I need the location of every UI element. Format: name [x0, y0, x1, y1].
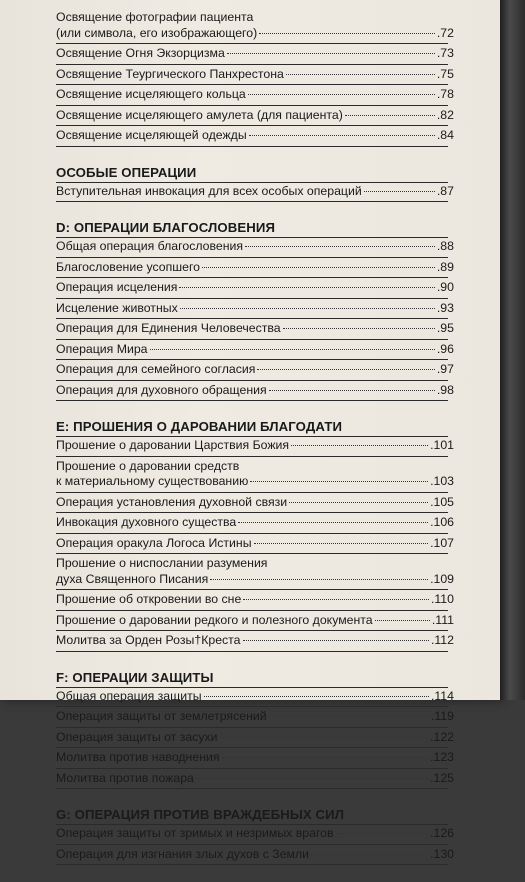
entry-rule [56, 553, 448, 554]
entry-row [56, 128, 454, 144]
toc-section [56, 418, 454, 652]
dot-leader [196, 778, 428, 779]
entry-rule [56, 105, 448, 106]
entry-row [56, 750, 454, 766]
dot-leader [204, 696, 429, 697]
toc-entry [56, 67, 454, 83]
entry-title: Прошение об откровении во сне [56, 592, 242, 606]
toc-entry [56, 592, 454, 608]
entry-row [56, 771, 454, 787]
entry-title: Благословение усопшего [56, 259, 201, 274]
entry-row [56, 87, 454, 103]
entry-title-line: Прошение о ниспослании разумения [56, 556, 268, 570]
page-number: .87 [436, 183, 454, 198]
entry-title: Молитва против пожара [56, 770, 194, 785]
entry-row [56, 383, 454, 399]
dot-leader [375, 620, 430, 621]
entry-row [56, 184, 454, 200]
entry-title: Вступительная инвокация для всех особых операций [56, 183, 362, 198]
toc-entry [56, 613, 454, 629]
toc-entry [56, 495, 454, 511]
heading-rule [56, 237, 448, 238]
dot-leader [291, 445, 428, 446]
toc-entry [56, 239, 454, 255]
page-number: .107 [430, 535, 454, 550]
toc-entry [56, 383, 454, 399]
toc-entry [56, 184, 454, 200]
toc-entry [56, 771, 454, 787]
entry-rule [56, 512, 448, 513]
entry-rule [56, 727, 448, 728]
entry-rule [56, 492, 448, 493]
dot-leader [227, 53, 435, 54]
toc-entry [56, 459, 454, 490]
entry-title: Молитва за Орден Розы†Креста [56, 633, 241, 647]
page-number: .78 [436, 87, 454, 101]
toc-entry [56, 826, 454, 842]
page-number: .72 [436, 25, 454, 40]
entry-title: (или символа, его изображающего) [56, 25, 258, 40]
entry-row [56, 362, 454, 378]
entry-rule [56, 298, 448, 299]
page-number: .98 [436, 382, 454, 397]
entry-title: Операция защиты от землетрясений [56, 709, 267, 723]
entry-title: Операция защиты от зримых и незримых врагов [56, 826, 334, 840]
entry-rule [56, 651, 448, 652]
entry-title: Прошение о даровании редкого и полезного документа [56, 612, 373, 627]
entry-row [56, 495, 454, 511]
heading-rule [56, 436, 448, 437]
entry-title-line: Освящение фотографии пациента [56, 10, 254, 24]
dot-leader [202, 267, 435, 268]
page-number: .114 [430, 688, 454, 703]
toc-entry [56, 362, 454, 378]
entry-rule [56, 339, 448, 340]
entry-rule [56, 318, 448, 319]
toc-section [56, 806, 454, 865]
book-spine-edge [500, 0, 525, 700]
entry-rule [56, 610, 448, 611]
entry-row [56, 536, 454, 552]
entry-rule [56, 706, 448, 707]
entry-row [56, 709, 454, 725]
entry-rule [56, 747, 448, 748]
entry-rule [56, 589, 448, 590]
entry-title: Операция установления духовной связи [56, 494, 288, 509]
dot-leader [289, 502, 428, 503]
toc-entry [56, 536, 454, 552]
entry-rule [56, 64, 448, 65]
dot-leader [150, 349, 435, 350]
toc-entry [56, 301, 454, 317]
entry-title: Операция исцеления [56, 280, 178, 294]
table-of-contents [56, 10, 454, 882]
toc-section [56, 164, 454, 203]
section-heading: ОСОБЫЕ ОПЕРАЦИИ [56, 164, 197, 180]
toc-entry [56, 108, 454, 124]
dot-leader [179, 287, 434, 288]
entry-title: Операция для изгнания злых духов с Земли [56, 846, 310, 861]
entry-title-line: Прошение о даровании средств [56, 458, 240, 473]
entry-rule [56, 533, 448, 534]
dot-leader [249, 135, 435, 136]
entry-row [56, 730, 454, 746]
toc-entry [56, 556, 454, 587]
entry-title: Операция для Единения Человечества [56, 321, 281, 335]
entry-title: Освящение Огня Экзорцизма [56, 46, 225, 60]
entry-row [56, 438, 454, 454]
toc-entry [56, 689, 454, 705]
entry-title: Операция Мира [56, 341, 148, 356]
toc-section [56, 10, 454, 147]
dot-leader [269, 716, 429, 717]
entry-title: духа Священного Писания [56, 571, 209, 586]
entry-row [56, 26, 454, 42]
page-number: .95 [436, 321, 454, 335]
toc-entry [56, 515, 454, 531]
dot-leader [245, 246, 435, 247]
page-number: .110 [430, 592, 454, 606]
heading-rule [56, 824, 448, 825]
heading-rule [56, 182, 448, 183]
toc-entry [56, 10, 454, 41]
dot-leader [269, 390, 435, 391]
page-number: .103 [430, 474, 454, 488]
entry-title: Общая операция защиты [56, 688, 202, 703]
dot-leader [345, 115, 435, 116]
page-number: .123 [430, 750, 454, 764]
entry-row [56, 613, 454, 629]
entry-title: Освящение исцеляющего кольца [56, 87, 246, 101]
dot-leader [248, 94, 435, 95]
toc-entry [56, 128, 454, 144]
entry-title: Исцеление животных [56, 300, 178, 315]
page-number: .82 [436, 107, 454, 122]
entry-rule [56, 277, 448, 278]
page-number: .122 [430, 729, 454, 744]
entry-rule [56, 456, 448, 457]
entry-title: Прошение о даровании Царствия Божия [56, 438, 290, 452]
entry-rule [56, 359, 448, 360]
section-heading: D: ОПЕРАЦИИ БЛАГОСЛОВЕНИЯ [56, 220, 276, 235]
entry-rule [56, 788, 448, 789]
dot-leader [283, 328, 435, 329]
toc-entry [56, 321, 454, 337]
page-number: .75 [436, 66, 454, 81]
toc-entry [56, 750, 454, 766]
page-number: .96 [436, 341, 454, 356]
dot-leader [210, 579, 428, 580]
heading-rule [56, 687, 448, 688]
dot-leader [250, 481, 428, 482]
entry-title: Операция для духовного обращения [56, 382, 267, 397]
toc-entry [56, 847, 454, 863]
entry-row [56, 321, 454, 337]
entry-title: Операция для семейного согласия [56, 362, 256, 376]
dot-leader [286, 74, 435, 75]
page-number: .73 [436, 46, 454, 60]
entry-row [56, 592, 454, 608]
entry-row [56, 301, 454, 317]
entry-rule [56, 380, 448, 381]
entry-rule [56, 257, 448, 258]
entry-title: Освящение Теургического Панхрестона [56, 66, 284, 81]
page-number: .125 [430, 770, 454, 785]
dot-leader [259, 33, 435, 34]
entry-rule [56, 630, 448, 631]
entry-rule [56, 400, 448, 401]
entry-rule [56, 201, 448, 202]
entry-title: Молитва против наводнения [56, 750, 220, 764]
dot-leader [220, 737, 429, 738]
section-heading: E: ПРОШЕНИЯ О ДАРОВАНИИ БЛАГОДАТИ [56, 419, 343, 434]
entry-row [56, 260, 454, 276]
dot-leader [364, 191, 435, 192]
entry-rule [56, 43, 448, 44]
toc-entry [56, 260, 454, 276]
entry-row [56, 689, 454, 705]
entry-rule [56, 84, 448, 85]
dot-leader [257, 369, 434, 370]
entry-row [56, 67, 454, 83]
entry-row [56, 239, 454, 255]
entry-title: Операция оракула Логоса Истины [56, 535, 252, 550]
entry-row [56, 826, 454, 842]
page-number: .90 [436, 280, 454, 294]
entry-row [56, 342, 454, 358]
dot-leader [180, 308, 435, 309]
entry-row [56, 847, 454, 863]
entry-title: к материальному существованию [56, 474, 249, 488]
toc-section [56, 669, 454, 790]
dot-leader [254, 543, 429, 544]
toc-section [56, 219, 454, 401]
entry-rule [56, 864, 448, 865]
entry-title: Освящение исцеляющего амулета (для пациента) [56, 107, 343, 122]
page-number: .109 [430, 571, 454, 586]
page-number: .111 [431, 612, 454, 627]
dot-leader [336, 833, 429, 834]
dot-leader [243, 640, 429, 641]
page-number: .105 [430, 494, 454, 509]
entry-rule [56, 768, 448, 769]
dot-leader [243, 599, 429, 600]
page-number: .106 [430, 515, 454, 529]
page-number: .112 [430, 633, 454, 647]
section-heading: F: ОПЕРАЦИИ ЗАЩИТЫ [56, 669, 214, 685]
entry-row [56, 46, 454, 62]
page-number: .101 [430, 438, 454, 452]
dot-leader [311, 854, 428, 855]
page-number: .88 [436, 239, 454, 253]
page-number: .119 [430, 709, 454, 723]
entry-title: Общая операция благословения [56, 239, 244, 253]
entry-rule [56, 146, 448, 147]
entry-row [56, 108, 454, 124]
dot-leader [222, 757, 429, 758]
entry-row [56, 474, 454, 490]
page-number: .89 [436, 259, 454, 274]
toc-entry [56, 709, 454, 725]
dot-leader [238, 522, 428, 523]
page-number: .84 [436, 128, 454, 142]
page-number: .126 [430, 826, 454, 840]
page-number: .97 [436, 362, 454, 376]
entry-row [56, 572, 454, 588]
entry-row [56, 633, 454, 649]
entry-row [56, 515, 454, 531]
toc-entry [56, 633, 454, 649]
entry-title: Операция защиты от засухи [56, 729, 218, 744]
entry-title: Освящение исцеляющей одежды [56, 128, 247, 142]
toc-entry [56, 438, 454, 454]
entry-rule [56, 125, 448, 126]
entry-rule [56, 844, 448, 845]
page-number: .93 [436, 300, 454, 315]
toc-entry [56, 87, 454, 103]
entry-title: Инвокация духовного существа [56, 515, 237, 529]
toc-entry [56, 280, 454, 296]
section-heading: G: ОПЕРАЦИЯ ПРОТИВ ВРАЖДЕБНЫХ СИЛ [56, 807, 345, 822]
entry-row [56, 280, 454, 296]
toc-entry [56, 342, 454, 358]
page-number: .130 [430, 846, 454, 861]
toc-entry [56, 730, 454, 746]
toc-entry [56, 46, 454, 62]
